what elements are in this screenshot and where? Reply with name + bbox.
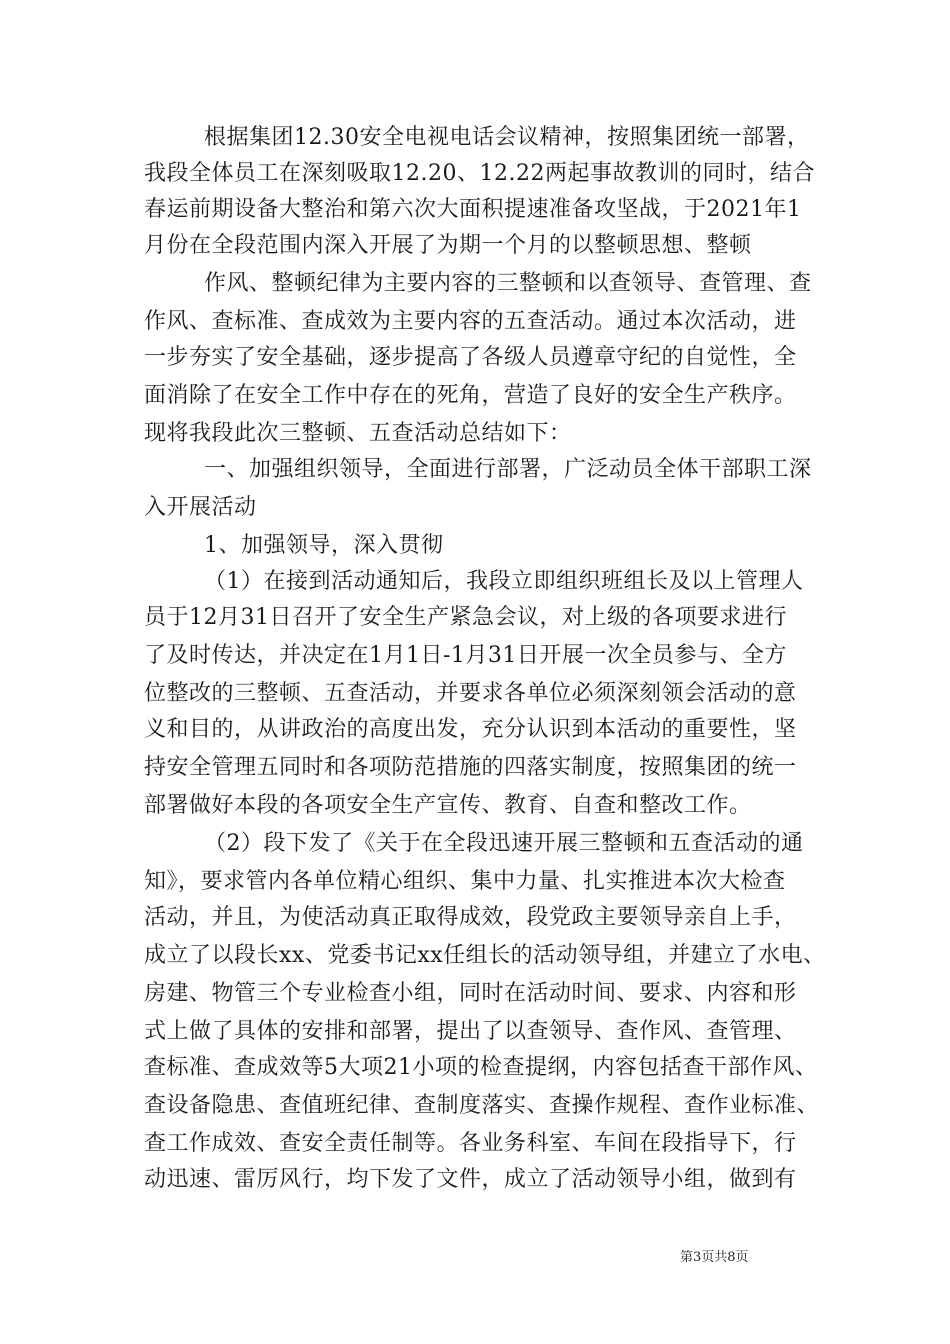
body-line: （2）段下发了《关于在全段迅速开展三整顿和五查活动的通	[204, 831, 804, 856]
body-line: 位整改的三整顿、五查活动，并要求各单位必须深刻领会活动的意	[144, 681, 797, 706]
body-line: 查标准、查成效等5大项21小项的检查提纲，内容包括查干部作风、	[144, 1055, 818, 1080]
body-line: 房建、物管三个专业检查小组，同时在活动时间、要求、内容和形	[144, 981, 797, 1006]
body-line: 知》，要求管内各单位精心组织、集中力量、扎实推进本次大检查	[144, 869, 786, 894]
body-line: 活动，并且，为使活动真正取得成效，段党政主要领导亲自上手，	[144, 905, 797, 930]
body-line: 持安全管理五同时和各项防范措施的四落实制度，按照集团的统一	[144, 755, 797, 780]
body-line: 成立了以段长xx、党委书记xx任组长的活动领导组，并建立了水电、	[144, 943, 826, 968]
body-line: 了及时传达，并决定在1月1日-1月31日开展一次全员参与、全方	[144, 643, 787, 668]
body-line: 春运前期设备大整治和第六次大面积提速准备攻坚战，于2021年1	[144, 197, 802, 222]
body-line: 式上做了具体的安排和部署，提出了以查领导、查作风、查管理、	[144, 1019, 797, 1044]
body-line: 查工作成效、查安全责任制等。各业务科室、车间在段指导下，行	[144, 1131, 797, 1156]
body-line: 员于12月31日召开了安全生产紧急会议，对上级的各项要求进行	[144, 605, 787, 630]
body-line: 月份在全段范围内深入开展了为期一个月的以整顿思想、整顿	[144, 233, 752, 258]
section-heading: 一、加强组织领导，全面进行部署，广泛动员全体干部职工深	[204, 457, 812, 482]
body-line: （1）在接到活动通知后，我段立即组织班组长及以上管理人	[204, 569, 804, 594]
body-line: 作风、查标准、查成效为主要内容的五查活动。通过本次活动，进	[144, 309, 797, 334]
body-line: 我段全体员工在深刻吸取12.20、12.22两起事故教训的同时，结合	[144, 161, 815, 186]
body-line: 作风、整顿纪律为主要内容的三整顿和以查领导、查管理、查	[204, 271, 812, 296]
subsection-heading: 1、加强领导，深入贯彻	[204, 533, 444, 558]
body-line: 一步夯实了安全基础，逐步提高了各级人员遵章守纪的自觉性，全	[144, 345, 797, 370]
body-line: 部署做好本段的各项安全生产宣传、教育、自查和整改工作。	[144, 793, 752, 818]
body-line: 面消除了在安全工作中存在的死角，营造了良好的安全生产秩序。	[144, 383, 797, 408]
body-line: 根据集团12.30安全电视电话会议精神，按照集团统一部署，	[204, 125, 810, 150]
section-heading: 入开展活动	[144, 495, 257, 520]
page-number: 第3页共8页	[680, 1250, 749, 1265]
body-line: 现将我段此次三整顿、五查活动总结如下：	[144, 421, 572, 446]
body-line: 动迅速、雷厉风行，均下发了文件，成立了活动领导小组，做到有	[144, 1167, 797, 1192]
body-line: 义和目的，从讲政治的高度出发，充分认识到本活动的重要性，坚	[144, 717, 797, 742]
body-line: 查设备隐患、查值班纪律、查制度落实、查操作规程、查作业标准、	[144, 1093, 820, 1118]
